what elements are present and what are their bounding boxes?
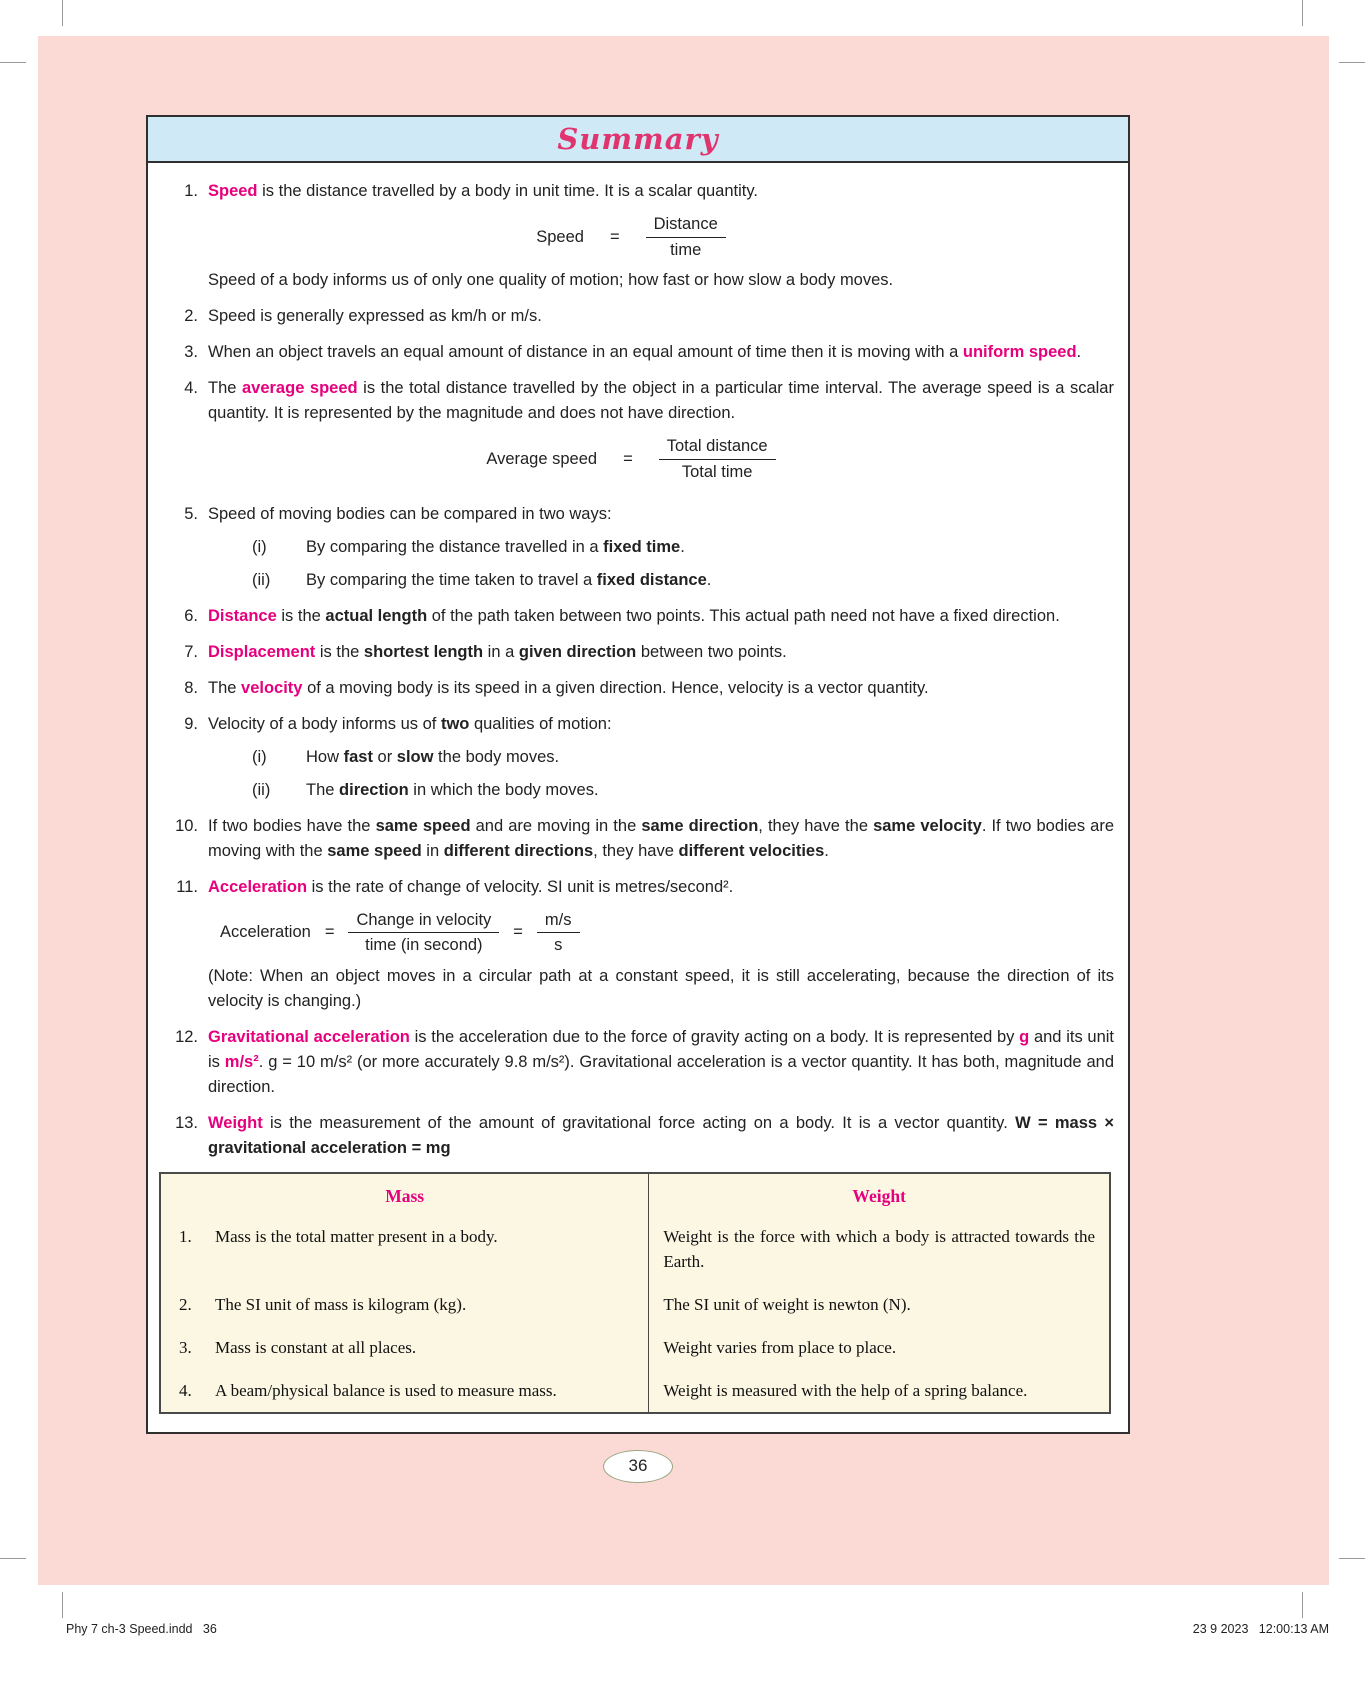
crop-mark	[62, 0, 63, 26]
text-run: .	[1076, 343, 1082, 362]
mass-cell	[160, 1369, 649, 1413]
text-run: , they have the	[758, 816, 874, 835]
keyword: Gravitational acceleration	[208, 1027, 410, 1046]
text-run: is the	[276, 606, 326, 625]
summary-item	[156, 640, 1114, 665]
weight-text: Weight is measured with the help of a spring balance.	[663, 1380, 1028, 1400]
text-run: Speed is generally expressed as km/h or m/s.	[208, 307, 542, 326]
keyword: m/s²	[224, 1052, 259, 1071]
table-row	[160, 1369, 1110, 1413]
weight-text: Weight is the force with which a body is attracted towards the Earth.	[663, 1226, 1095, 1271]
paragraph	[208, 875, 1114, 900]
fraction	[537, 910, 580, 956]
summary-item	[156, 875, 1114, 1014]
keyword: uniform speed	[962, 343, 1077, 362]
formula	[220, 910, 1114, 956]
text-run: same velocity	[873, 816, 982, 835]
item-number: 12.	[175, 1027, 198, 1046]
sub-item-label: (ii)	[252, 780, 271, 799]
text-run: in	[421, 841, 444, 860]
summary-body	[148, 163, 1128, 1432]
text-run: is the	[315, 642, 364, 661]
keyword: Speed	[208, 182, 258, 200]
text-run: the body moves.	[433, 747, 560, 766]
text-run: of the path taken between two points. This actual path need not have a fixed direction.	[427, 606, 1060, 625]
text-run: between two points.	[636, 642, 787, 661]
text-run: Speed of moving bodies can be compared in two ways:	[208, 504, 612, 523]
formula-token: Average speed	[486, 449, 598, 468]
page-number-wrapper	[146, 1450, 1130, 1483]
page-number-badge: 36	[603, 1450, 673, 1483]
fraction-numerator: Change in velocity	[348, 910, 499, 934]
text-run: .	[680, 537, 685, 556]
table-header-row	[160, 1173, 1110, 1215]
summary-item	[156, 712, 1114, 803]
text-run: of a moving body is its speed in a given direction. Hence, velocity is a vector quantity.	[302, 678, 929, 697]
paragraph	[208, 964, 1114, 1014]
keyword: Distance	[208, 606, 277, 625]
text-run: same speed	[327, 841, 422, 860]
sub-item-text	[306, 535, 1114, 560]
mass-row	[175, 1292, 634, 1317]
fraction	[348, 910, 499, 956]
item-number: 8.	[184, 678, 198, 697]
sub-item	[208, 535, 1114, 560]
mass-text: The SI unit of mass is kilogram (kg).	[215, 1294, 467, 1314]
paragraph	[208, 340, 1114, 365]
text-run: or	[372, 747, 397, 766]
crop-mark	[1302, 1592, 1303, 1618]
fraction	[659, 436, 776, 482]
summary-item	[156, 676, 1114, 701]
formula	[208, 214, 1054, 260]
text-run: fixed time	[603, 537, 681, 556]
text-run: and its unit is	[208, 1027, 1115, 1071]
fraction-numerator: Total distance	[659, 436, 776, 460]
text-run: shortest length	[363, 642, 484, 661]
item-number: 5.	[184, 504, 198, 523]
table-row	[160, 1326, 1110, 1369]
text-run: , they have	[593, 841, 679, 860]
formula-token: =	[513, 923, 523, 942]
formula-token: Speed	[536, 227, 584, 246]
crop-mark	[1339, 1558, 1365, 1559]
text-run: (Note: When an object moves in a circular path at a constant speed, it is still accelerating, because the direction of its velocity is changing.)	[208, 966, 1114, 1010]
text-run: If two bodies have the	[208, 816, 376, 835]
text-run: W = mass × gravitational acceleration = mg	[208, 1113, 1114, 1157]
mass-text: A beam/physical balance is used to measure mass.	[215, 1380, 557, 1400]
paragraph	[208, 304, 1114, 329]
weight-text: The SI unit of weight is newton (N).	[663, 1294, 911, 1314]
text-run: given direction	[518, 642, 637, 661]
paragraph	[208, 1111, 1114, 1161]
item-body	[208, 712, 1114, 803]
keyword: average speed	[241, 379, 358, 398]
crop-mark	[62, 1592, 63, 1618]
mass-text: Mass is constant at all places.	[215, 1337, 417, 1357]
paragraph	[208, 640, 1114, 665]
mass-row	[175, 1335, 634, 1360]
text-run: The	[208, 678, 242, 697]
text-run: same speed	[375, 816, 471, 835]
sub-item-label: (i)	[252, 537, 267, 556]
fraction-denominator: time	[670, 240, 702, 259]
item-body	[208, 676, 1114, 701]
summary-item	[156, 376, 1114, 490]
text-run: When an object travels an equal amount of distance in an equal amount of time then it is moving with a	[208, 343, 963, 362]
fraction-numerator: m/s	[537, 910, 580, 934]
fraction-denominator: s	[554, 936, 563, 955]
mass-row	[175, 1224, 634, 1249]
summary-item	[156, 814, 1114, 864]
text-run: is the acceleration due to the force of gravity acting on a body. It is represented by	[409, 1027, 1020, 1046]
summary-box	[146, 115, 1130, 1434]
paragraph	[208, 502, 1114, 527]
formula-token: Acceleration	[220, 923, 311, 942]
summary-item	[156, 1025, 1114, 1100]
formula	[208, 436, 1054, 482]
text-run: The	[208, 379, 242, 398]
item-body	[208, 1025, 1114, 1100]
text-run: and are moving in the	[470, 816, 642, 835]
summary-item	[156, 604, 1114, 629]
item-body	[208, 304, 1114, 329]
item-body	[208, 502, 1114, 593]
item-number: 9.	[184, 714, 198, 733]
sub-item-text	[306, 745, 1114, 770]
text-run: slow	[396, 747, 434, 766]
table-body	[160, 1215, 1110, 1413]
item-number: 6.	[184, 606, 198, 625]
text-run: in a	[483, 642, 519, 661]
text-run: By comparing the distance travelled in a	[306, 537, 604, 556]
summary-item	[156, 304, 1114, 329]
mass-cell	[160, 1283, 649, 1326]
item-body	[208, 179, 1114, 293]
paragraph	[208, 179, 1114, 204]
text-run: . g = 10 m/s² (or more accurately 9.8 m/s²). Gravitational acceleration is a vector quantity. It has both, magnitude and direction.	[208, 1052, 1114, 1096]
text-run: is the rate of change of velocity. SI unit is metres/second².	[307, 877, 734, 896]
text-run: is the measurement of the amount of gravitational force acting on a body. It is a vector quantity.	[262, 1113, 1016, 1132]
footer-timestamp: 23 9 2023 12:00:13 AM	[1192, 1622, 1329, 1636]
text-run: two	[440, 714, 470, 733]
item-number: 2.	[184, 307, 198, 326]
mass-row	[175, 1378, 634, 1403]
text-run: Speed of a body informs us of only one quality of motion; how fast or how slow a body moves.	[208, 271, 894, 290]
crop-mark	[0, 1558, 26, 1559]
paragraph	[208, 814, 1114, 864]
paragraph	[208, 676, 1114, 701]
formula-token: =	[623, 449, 633, 468]
text-run: fast	[343, 747, 373, 766]
weight-text: Weight varies from place to place.	[663, 1337, 897, 1357]
mass-weight-table	[159, 1172, 1111, 1414]
table-row	[160, 1215, 1110, 1283]
row-number: 2.	[179, 1294, 192, 1314]
text-run: .	[706, 570, 712, 589]
text-run: qualities of motion:	[469, 714, 612, 733]
table-head	[160, 1173, 1110, 1215]
formula-token: =	[609, 227, 620, 246]
mass-text: Mass is the total matter present in a body.	[215, 1226, 498, 1246]
text-run: different directions	[443, 841, 594, 860]
item-number: 13.	[175, 1113, 198, 1132]
summary-item	[156, 1111, 1114, 1161]
text-run: How	[306, 747, 344, 766]
summary-item	[156, 179, 1114, 293]
row-number: 1.	[179, 1226, 192, 1246]
paragraph	[208, 712, 1114, 737]
table-header-mass: Mass	[160, 1173, 649, 1215]
sub-item-text	[306, 778, 1114, 803]
paragraph	[208, 376, 1114, 426]
item-body	[208, 604, 1114, 629]
item-number: 7.	[184, 642, 198, 661]
text-run: direction	[339, 780, 409, 799]
text-run: different velocities	[678, 841, 825, 860]
sub-item-text	[306, 568, 1114, 593]
crop-mark	[1339, 62, 1365, 63]
row-number: 3.	[179, 1337, 192, 1357]
page-background	[38, 36, 1329, 1585]
fraction	[646, 214, 726, 260]
item-body	[208, 376, 1114, 490]
text-run: is the total distance travelled by the object in a particular time interval. The average speed is a scalar quantity. It is represented by the magnitude and does not have direction.	[208, 379, 1114, 423]
weight-cell	[649, 1215, 1110, 1283]
item-number: 11.	[176, 877, 198, 896]
weight-cell	[649, 1283, 1110, 1326]
text-run: Velocity of a body informs us of	[208, 714, 441, 733]
table-header-weight: Weight	[852, 1185, 906, 1206]
text-run: in which the body moves.	[408, 780, 599, 799]
item-body	[208, 875, 1114, 1014]
keyword: Acceleration	[208, 877, 308, 896]
text-run: .	[824, 841, 829, 860]
summary-title: Summary	[557, 122, 719, 156]
text-run: fixed distance	[596, 570, 707, 589]
item-body	[208, 340, 1114, 365]
item-body	[208, 814, 1114, 864]
sub-item	[208, 745, 1114, 770]
summary-item	[156, 340, 1114, 365]
fraction-denominator: Total time	[681, 462, 753, 481]
paragraph	[208, 604, 1114, 629]
item-number: 3.	[184, 343, 198, 362]
item-number: 4.	[184, 379, 198, 398]
weight-cell	[649, 1326, 1110, 1369]
crop-mark	[0, 62, 26, 63]
item-body	[208, 640, 1114, 665]
sub-item	[208, 778, 1114, 803]
mass-cell	[160, 1326, 649, 1369]
text-run: actual length	[325, 606, 428, 625]
sub-item-label: (i)	[252, 747, 267, 766]
summary-item	[156, 502, 1114, 593]
text-run: By comparing the time taken to travel a	[306, 570, 597, 589]
paragraph	[208, 268, 1114, 293]
crop-mark	[1302, 0, 1303, 26]
sub-item	[208, 568, 1114, 593]
summary-header	[148, 117, 1128, 163]
row-number: 4.	[179, 1380, 192, 1400]
text-run: same direction	[641, 816, 759, 835]
summary-items	[156, 179, 1114, 1161]
paragraph	[208, 1025, 1114, 1100]
keyword: Weight	[208, 1113, 263, 1132]
text-run: . If two bodies are moving with the	[208, 816, 1115, 860]
item-number: 1.	[184, 182, 198, 200]
fraction-numerator: Distance	[646, 214, 726, 238]
summary-box-wrapper	[146, 115, 1130, 1483]
table-row	[160, 1283, 1110, 1326]
keyword: g	[1019, 1027, 1030, 1046]
weight-cell	[649, 1369, 1110, 1413]
text-run: is the distance travelled by a body in unit time. It is a scalar quantity.	[257, 182, 758, 200]
mass-cell	[160, 1215, 649, 1283]
sub-item-label: (ii)	[252, 570, 271, 589]
fraction-denominator: time (in second)	[365, 936, 483, 955]
keyword: velocity	[241, 678, 303, 697]
footer-filename: Phy 7 ch-3 Speed.indd 36	[66, 1622, 217, 1636]
item-number: 10.	[175, 816, 198, 835]
item-body	[208, 1111, 1114, 1161]
keyword: Displacement	[208, 642, 316, 661]
formula-token: =	[324, 923, 335, 942]
text-run: The	[306, 780, 340, 799]
